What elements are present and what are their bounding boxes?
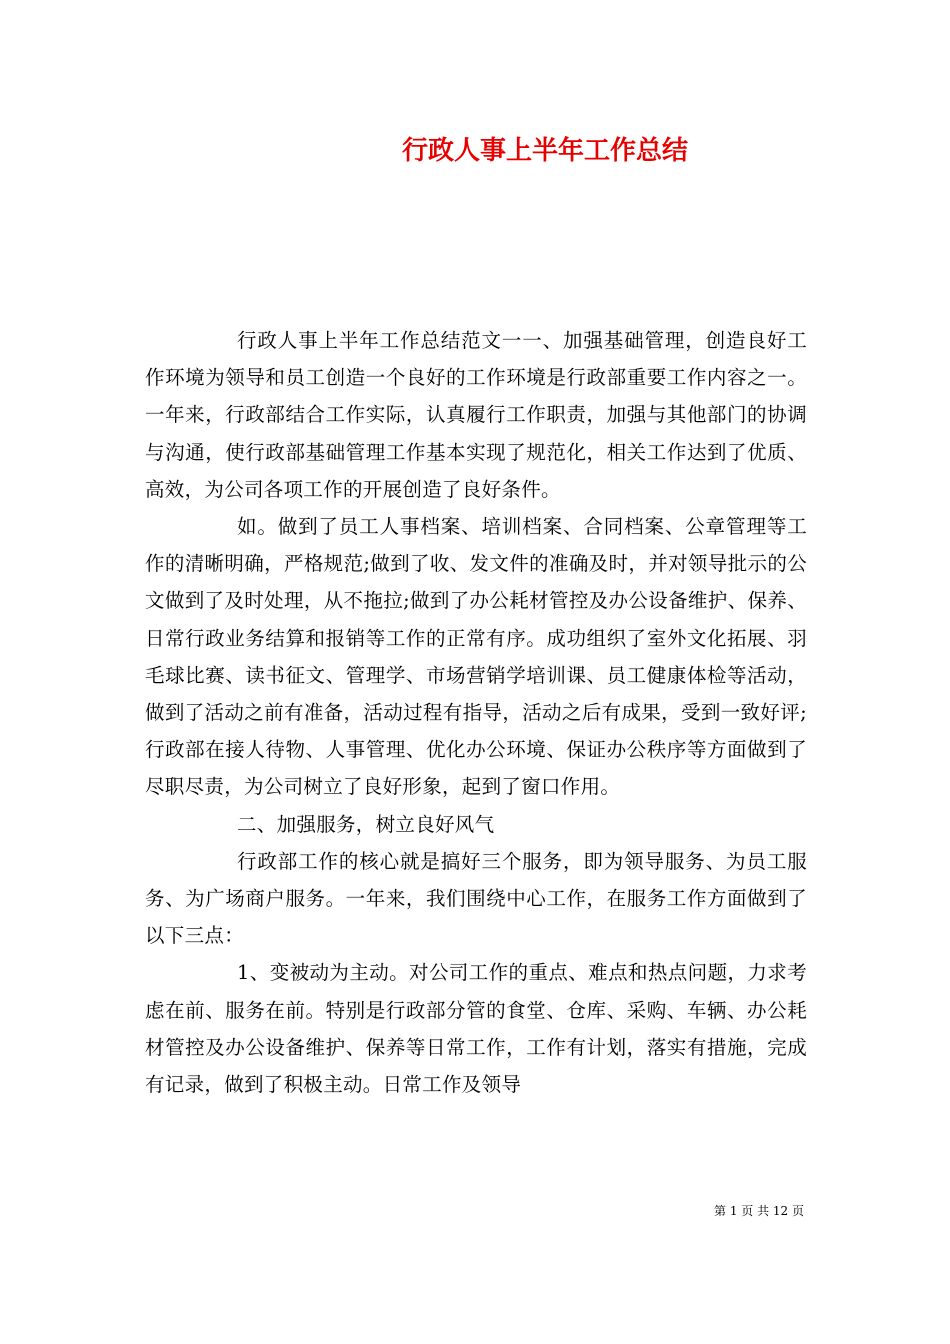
section-heading: 二、加强服务，树立良好风气 bbox=[237, 812, 495, 836]
paragraph-4: 1、变被动为主动。对公司工作的重点、难点和热点问题，力求考虑在前、服务在前。特别是行政部分管的食堂、仓库、采购、车辆、办公耗材管控及办公设备维护、保养等日常工作，工作有计划，落实有措施，完成有记录，做到了积极主动。日常工作及领导 bbox=[145, 961, 807, 1097]
page-title: 行政人事上半年工作总结 bbox=[401, 136, 688, 166]
paragraph-2: 如。做到了员工人事档案、培训档案、合同档案、公章管理等工作的清晰明确，严格规范;做到了收、发文件的准确及时，并对领导批示的公文做到了及时处理，从不拖拉;做到了办公耗材管控及办公设备维护、保养、日常行政业务结算和报销等工作的正常有序。成功组织了室外文化拓展、羽毛球比赛、读书征文、管理学、市场营销学培训课、员工健康体检等活动，做到了活动之前有准备，活动过程有指导，活动之后有成果，受到一致好评;行政部在接人待物、人事管理、优化办公环境、保证办公秩序等方面做到了尽职尽责，为公司树立了良好形象，起到了窗口作用。 bbox=[145, 515, 807, 799]
paragraph-3: 行政部工作的核心就是搞好三个服务，即为领导服务、为员工服务、为广场商户服务。一年来，我们围绕中心工作，在服务工作方面做到了以下三点： bbox=[145, 849, 807, 948]
page-number-footer: 第 1 页 共 12 页 bbox=[714, 1204, 804, 1218]
document-body bbox=[145, 322, 807, 1103]
paragraph-1: 行政人事上半年工作总结范文一一、加强基础管理，创造良好工作环境为领导和员工创造一个良好的工作环境是行政部重要工作内容之一。一年来，行政部结合工作实际，认真履行工作职责，加强与其他部门的协调与沟通，使行政部基础管理工作基本实现了规范化，相关工作达到了优质、高效，为公司各项工作的开展创造了良好条件。 bbox=[145, 329, 807, 501]
